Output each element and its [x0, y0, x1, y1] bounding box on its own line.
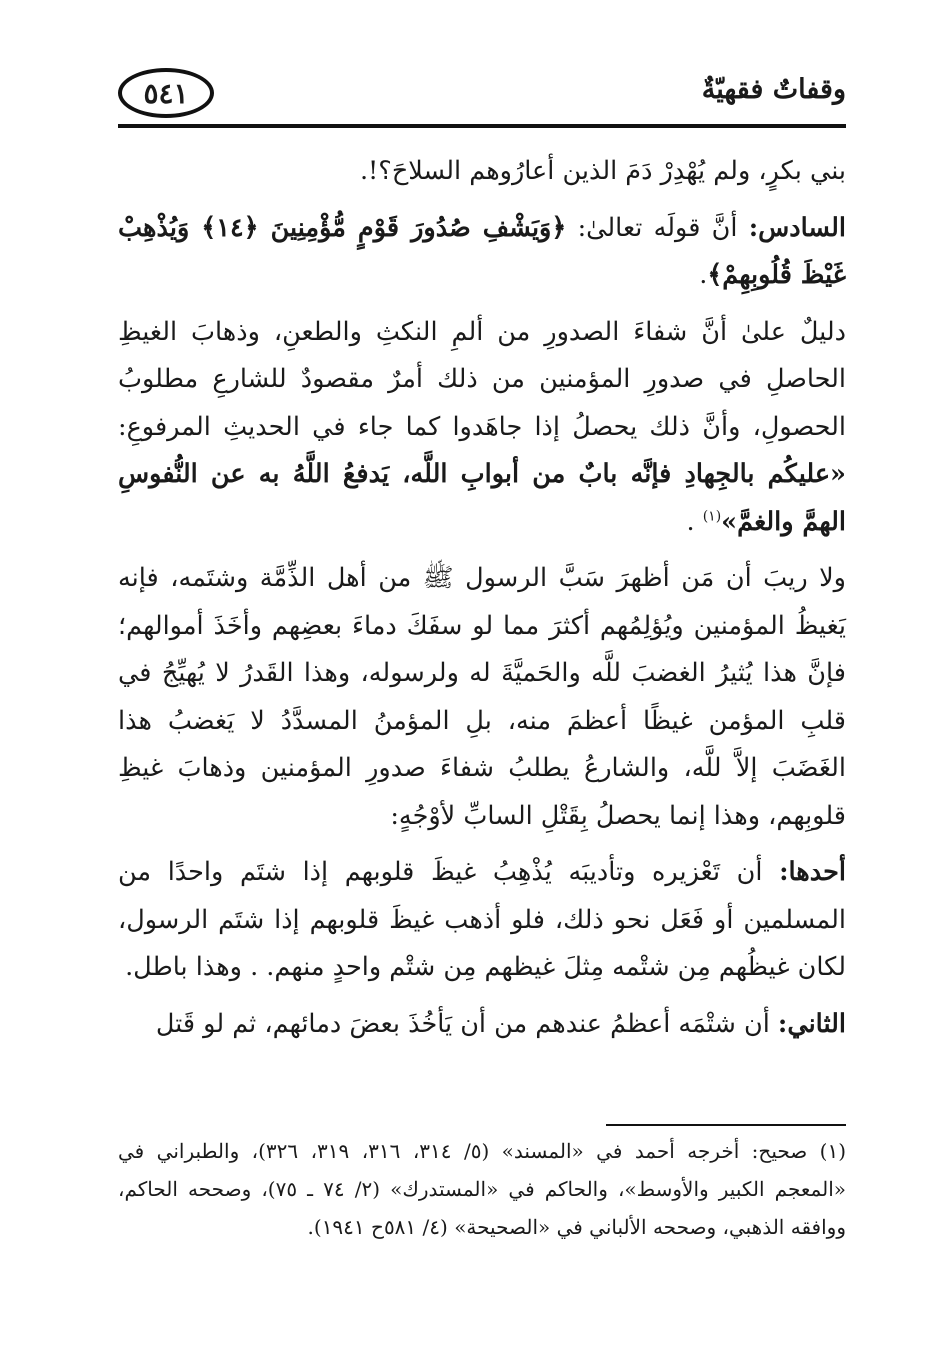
paragraph-label: السادس:	[748, 212, 846, 243]
paragraph-label: أحدها:	[779, 857, 846, 887]
running-title: وقفاتٌ فقهيّةٌ	[701, 74, 846, 105]
paragraph-text: أن تَعْزيره وتأديبَه يُذْهِبُ غيظَ قلوبهم إذا شتَم واحدًا من المسلمين أو فَعَل نحو ذلك، فلو أذهب غيظَ قلوبهم إذا شتَم الرسول، لكان غيظُهم مِن شتْمه مِثلَ غيظهم مِن شتْم واحدٍ منهم. . وهذا باطل.	[118, 857, 846, 982]
paragraph-text: .	[699, 260, 708, 290]
paragraph-text: دليلٌ علىٰ أنَّ شفاءَ الصدورِ من ألمِ النكثِ والطعنِ، وذهابَ الغيظِ الحاصلِ في صدورِ المؤمنين من ذلك أمرٌ مقصودٌ للشارعِ مطلوبُ الحصولِ، وأنَّ ذلك يحصلُ إذا جاهَدوا كما جاء في الحديثِ المرفوعِ:	[118, 316, 846, 442]
page-header	[118, 66, 846, 128]
header-rule	[118, 124, 846, 128]
paragraph	[118, 1001, 846, 1049]
main-text	[118, 148, 846, 1057]
paragraph-label: الثاني:	[777, 1008, 846, 1039]
footnotes	[118, 1132, 846, 1246]
paragraph-text: بني بكرٍ، ولم يُهْدِرْ دَمَ الذين أعارُوهم السلاحَ؟!.	[359, 156, 846, 186]
paragraph-text: .	[686, 506, 703, 537]
footnote-marker: (١)	[702, 508, 722, 524]
paragraph	[118, 555, 846, 840]
quran-verse: ﴿وَيَشْفِ صُدُورَ قَوْمٍ مُّؤْمِنِينَ ﴿١٤﴾ وَيُذْهِبْ غَيْظَ قُلُوبِهِمْ﴾	[118, 212, 846, 290]
paragraph-text: أنَّ قولَه تعالىٰ:	[566, 212, 749, 243]
paragraph-text: أن شتْمَه أعظمُ عندهم من أن يَأخُذَ بعضَ دمائهم، ثم لو قَتل	[155, 1008, 778, 1039]
paragraph	[118, 148, 846, 196]
paragraph-text: ولا ريبَ أن مَن أظهرَ سَبَّ الرسول ﷺ من أهل الذِّمَّة وشتَمه، فإنه يَغيظُ المؤمنين ويُؤلِمُهم أكثرَ مما لو سفَكَ دماءَ بعضِهم وأخَذَ أموالهم؛ فإنَّ هذا يُثيرُ الغضبَ للَّه والحَميَّةَ له ولرسوله، وهذا القَدرُ لا يُهيِّجُ في قلبِ المؤمن غيظًا أعظمَ منه، بلِ المؤمنُ المسدَّدُ لا يَغضبُ هذا الغَضَبَ إلاَّ للَّه، والشارعُ يطلبُ شفاءَ صدورِ المؤمنين وذهابَ غيظِ قلوبِهم، وهذا إنما يحصلُ بِقَتْلِ السابِّ لأوْجُهٍ:	[118, 563, 846, 831]
paragraph	[118, 849, 846, 992]
footnote-rule	[606, 1124, 846, 1126]
footnote: (١) صحيح: أخرجه أحمد في «المسند» (٥/ ٣١٤، ٣١٦، ٣١٩، ٣٢٦)، والطبراني في «المعجم الكبير والأوسط»، والحاكم في «المستدرك» (٢/ ٧٤ ـ ٧٥)، وصححه الحاكم، ووافقه الذهبي، وصححه الألباني في «الصحيحة» (٤/ ٥٨١ح ١٩٤١).	[118, 1139, 847, 1239]
hadith-quote: «عليكُم بالجِهادِ فإنَّه بابٌ من أبوابِ اللَّه، يَدفعُ اللَّهُ به عن النُّفوسِ الهمَّ والغمَّ»	[118, 459, 846, 537]
paragraph	[118, 309, 846, 547]
paragraph	[118, 205, 846, 300]
page-number: ٥٤١	[118, 68, 214, 118]
